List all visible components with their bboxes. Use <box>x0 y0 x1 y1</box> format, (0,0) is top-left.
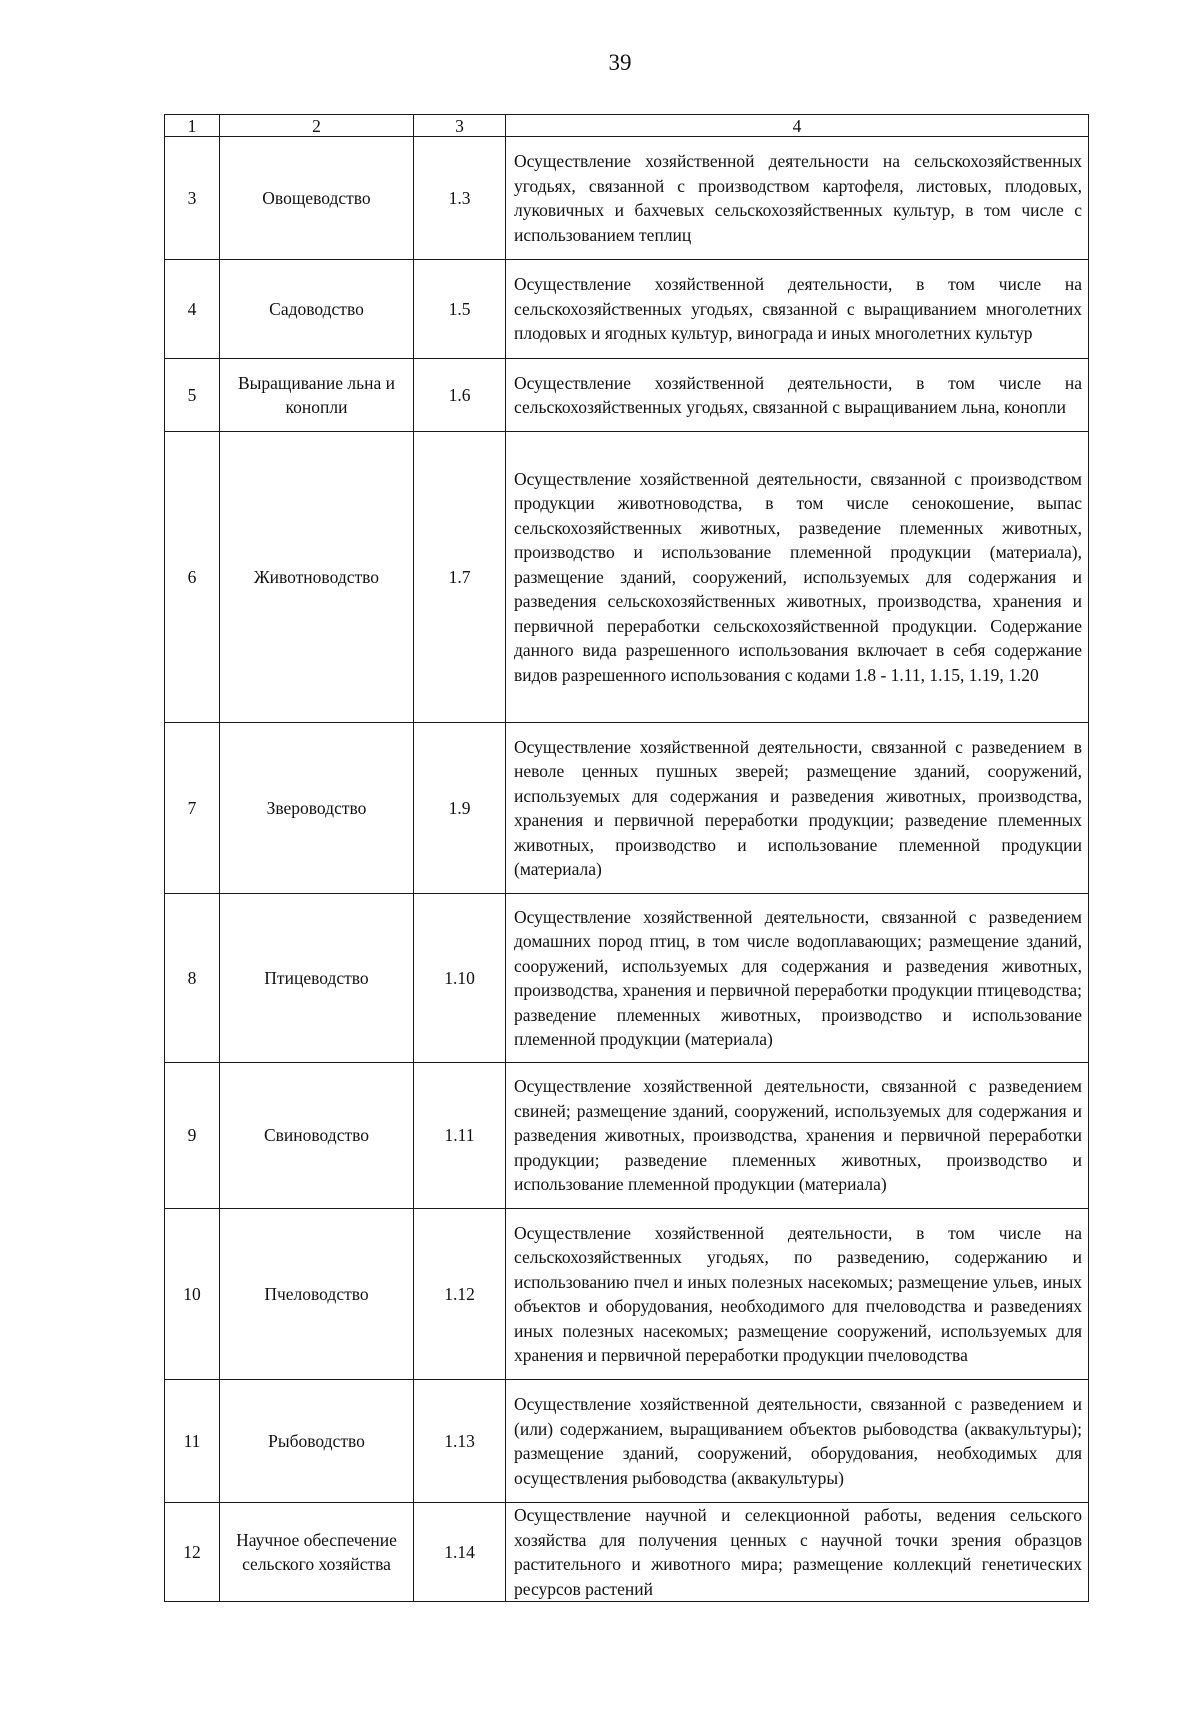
row-description: Осуществление научной и селекционной работы, ведения сельского хозяйства для получения ценных с научной точки зрения образцов растительного и животного мира; размещение коллекций генетических ресурсов растений <box>506 1503 1089 1602</box>
row-name: Научное обеспечение сельского хозяйства <box>220 1503 414 1602</box>
row-code: 1.11 <box>414 1063 506 1209</box>
row-description: Осуществление хозяйственной деятельности, связанной с разведением домашних пород птиц, в том числе водоплавающих; размещение зданий, сооружений, используемых для содержания и разведения животных, производства, хранения и первичной переработки продукции птицеводства; разведение племенных животных, производство и использование племенной продукции (материала) <box>506 894 1089 1063</box>
header-col-2: 2 <box>220 115 414 137</box>
header-col-3: 3 <box>414 115 506 137</box>
row-name: Овощеводство <box>220 137 414 260</box>
row-description: Осуществление хозяйственной деятельности, в том числе на сельскохозяйственных угодьях, по разведению, содержанию и использованию пчел и иных полезных насекомых; размещение ульев, иных объектов и оборудования, необходимого для пчеловодства и разведениях иных полезных насекомых; размещение сооружений, используемых для хранения и первичной переработки продукции пчеловодства <box>506 1209 1089 1380</box>
table-row <box>165 432 1089 723</box>
row-code: 1.7 <box>414 432 506 723</box>
row-code: 1.3 <box>414 137 506 260</box>
row-number: 11 <box>165 1380 220 1503</box>
row-code: 1.10 <box>414 894 506 1063</box>
row-number: 9 <box>165 1063 220 1209</box>
row-code: 1.12 <box>414 1209 506 1380</box>
row-number: 7 <box>165 723 220 894</box>
row-number: 5 <box>165 359 220 432</box>
row-name: Пчеловодство <box>220 1209 414 1380</box>
row-name: Выращивание льна и конопли <box>220 359 414 432</box>
land-use-table <box>164 114 1089 1602</box>
table-row <box>165 1209 1089 1380</box>
header-col-4: 4 <box>506 115 1089 137</box>
row-code: 1.6 <box>414 359 506 432</box>
table-row <box>165 1380 1089 1503</box>
row-description: Осуществление хозяйственной деятельности, связанной с производством продукции животноводства, в том числе сенокошение, выпас сельскохозяйственных животных, разведение племенных животных, производство и использование племенной продукции (материала), размещение зданий, сооружений, используемых для содержания и разведения сельскохозяйственных животных, производства, хранения и первичной переработки сельскохозяйственной продукции. Содержание данного вида разрешенного использования включает в себя содержание видов разрешенного использования с кодами 1.8 - 1.11, 1.15, 1.19, 1.20 <box>506 432 1089 723</box>
table-row <box>165 137 1089 260</box>
row-description: Осуществление хозяйственной деятельности, в том числе на сельскохозяйственных угодьях, связанной с выращиванием многолетних плодовых и ягодных культур, винограда и иных многолетних культур <box>506 260 1089 359</box>
row-number: 6 <box>165 432 220 723</box>
row-name: Птицеводство <box>220 894 414 1063</box>
table-row <box>165 1503 1089 1602</box>
row-number: 3 <box>165 137 220 260</box>
row-description: Осуществление хозяйственной деятельности, связанной с разведением свиней; размещение зданий, сооружений, используемых для содержания и разведения животных, производства, хранения и первичной переработки продукции; разведение племенных животных, производство и использование племенной продукции (материала) <box>506 1063 1089 1209</box>
row-name: Рыбоводство <box>220 1380 414 1503</box>
header-row <box>165 115 1089 137</box>
row-name: Звероводство <box>220 723 414 894</box>
row-number: 10 <box>165 1209 220 1380</box>
table-row <box>165 1063 1089 1209</box>
row-number: 4 <box>165 260 220 359</box>
table-row <box>165 260 1089 359</box>
row-description: Осуществление хозяйственной деятельности, в том числе на сельскохозяйственных угодьях, связанной с выращиванием льна, конопли <box>506 359 1089 432</box>
row-name: Свиноводство <box>220 1063 414 1209</box>
table-row <box>165 894 1089 1063</box>
row-code: 1.9 <box>414 723 506 894</box>
row-code: 1.14 <box>414 1503 506 1602</box>
row-number: 12 <box>165 1503 220 1602</box>
table-row <box>165 723 1089 894</box>
page-number: 39 <box>608 50 632 75</box>
row-name: Животноводство <box>220 432 414 723</box>
row-description: Осуществление хозяйственной деятельности, связанной с разведением в неволе ценных пушных зверей; размещение зданий, сооружений, используемых для содержания и разведения животных, производства, хранения и первичной переработки продукции; разведение племенных животных, производство и использование племенной продукции (материала) <box>506 723 1089 894</box>
row-description: Осуществление хозяйственной деятельности на сельскохозяйственных угодьях, связанной с производством картофеля, листовых, плодовых, луковичных и бахчевых сельскохозяйственных культур, в том числе с использованием теплиц <box>506 137 1089 260</box>
row-code: 1.13 <box>414 1380 506 1503</box>
row-name: Садоводство <box>220 260 414 359</box>
header-col-1: 1 <box>165 115 220 137</box>
row-number: 8 <box>165 894 220 1063</box>
table-row <box>165 359 1089 432</box>
row-description: Осуществление хозяйственной деятельности, связанной с разведением и (или) содержанием, выращиванием объектов рыбоводства (аквакультуры); размещение зданий, сооружений, оборудования, необходимых для осуществления рыбоводства (аквакультуры) <box>506 1380 1089 1503</box>
row-code: 1.5 <box>414 260 506 359</box>
